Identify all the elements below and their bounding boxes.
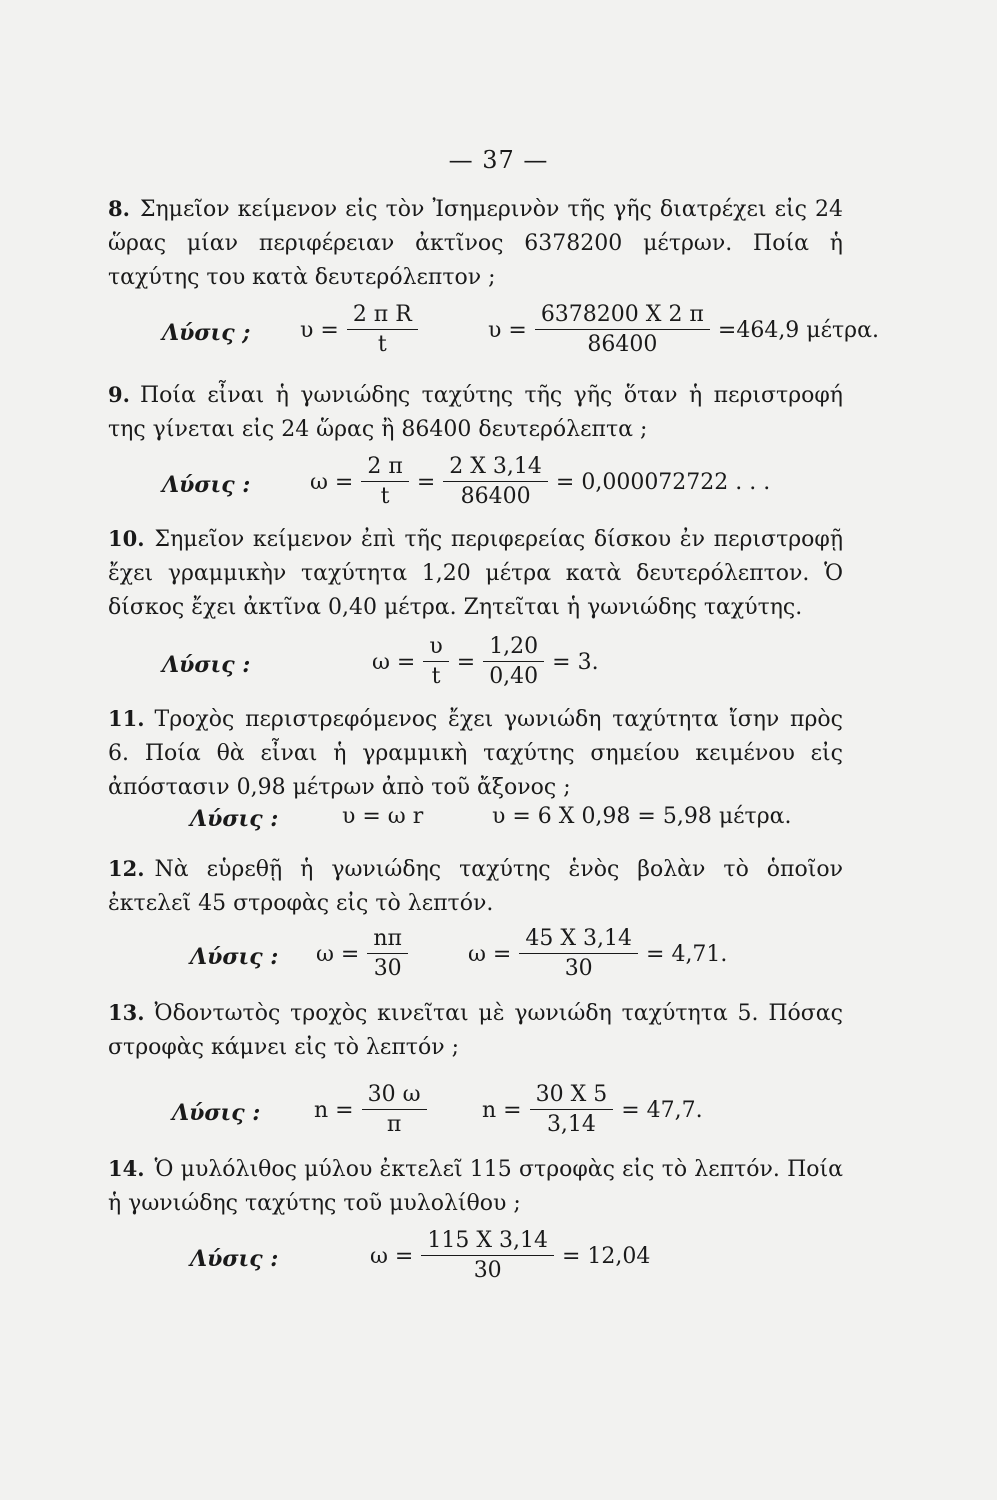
problem-text: Ὁ μυλόλιθος μύλου ἐκτελεῖ 115 στροφὰς εἰς τὸ λεπτόν. Ποία ἡ γωνιώδης ταχύτης τοῦ μυλολίθου ; <box>108 1157 843 1216</box>
formula-general: n = $\frac{30 \omega}{\pi}$ <box>314 1082 435 1139</box>
solution-label: Λύσις : <box>162 472 251 498</box>
formula-general: ω = $\frac{2 \pi}{t}$ = $\frac{2 X 3,14}{86400}$ = 0,000072722 . . . <box>310 454 771 509</box>
problem-8 <box>108 192 843 295</box>
solution-9 <box>0 452 997 522</box>
formula-general: υ = ω r <box>342 804 424 829</box>
fraction: $\frac{30 X 5}{3,14}$ <box>530 1082 614 1139</box>
page-number: — 37 — <box>448 146 549 174</box>
fraction: $\frac{n\pi}{30}$ <box>367 926 408 983</box>
fraction: $\frac{45 X 3,14}{30}$ <box>519 926 638 983</box>
formula-numeric: ω = $\frac{45 X 3,14}{30}$ = 4,71. <box>468 926 728 981</box>
formula-general: ω = $\frac{n\pi}{30}$ <box>316 926 416 983</box>
problem-text: Ὀδοντωτὸς τροχὸς κινεῖται μὲ γωνιώδη ταχύτητα 5. Πόσας στροφὰς κάμνει εἰς τὸ λεπτόν ; <box>108 1001 843 1060</box>
result: = 47,7. <box>621 1097 703 1123</box>
fraction: $\frac{30 \omega}{\pi}$ <box>362 1082 427 1139</box>
problem-number: 14. <box>108 1156 145 1181</box>
fraction: $\frac{6378200 X 2 \pi}{86400}$ <box>535 302 710 359</box>
formula-numeric: ω = $\frac{115 X 3,14}{30}$ = 12,04 <box>370 1228 651 1283</box>
solution-label: Λύσις ; <box>162 320 251 346</box>
problem-text: Σημεῖον κείμενον ἐπὶ τῆς περιφερείας δίσκου ἐν περιστροφῇ ἔχει γραμμικὴν ταχύτητα 1,20 μέτρα κατὰ δευτερόλεπτον. Ὁ δίσκος ἔχει ἀκτῖνα 0,40 μέτρα. Ζητεῖται ἡ γωνιώδης ταχύτης. <box>108 527 843 620</box>
formula-numeric <box>492 802 791 832</box>
problem-9 <box>108 378 843 447</box>
solution-12 <box>0 924 997 994</box>
problem-number: 8. <box>108 196 130 221</box>
problem-13 <box>108 996 843 1065</box>
solution-13 <box>0 1080 997 1150</box>
solution-label: Λύσις : <box>190 806 279 832</box>
result: = 0,000072722 . . . <box>555 469 771 495</box>
problem-number: 11. <box>108 706 145 731</box>
problem-number: 9. <box>108 382 130 407</box>
fraction: $\frac{\upsilon}{t}$ <box>423 634 448 691</box>
solution-10 <box>0 632 997 702</box>
problem-number: 12. <box>108 856 145 881</box>
fraction: $\frac{2 \pi}{t}$ <box>361 454 408 511</box>
problem-11 <box>108 702 843 805</box>
problem-text: Νὰ εὑρεθῇ ἡ γωνιώδης ταχύτης ἑνὸς βολὰν τὸ ὁποῖον ἐκτελεῖ 45 στροφὰς εἰς τὸ λεπτόν. <box>108 857 843 916</box>
result: =464,9 μέτρα. <box>717 317 879 343</box>
fraction: $\frac{115 X 3,14}{30}$ <box>421 1228 554 1285</box>
solution-label: Λύσις : <box>190 944 279 970</box>
problem-number: 10. <box>108 526 145 551</box>
problem-number: 13. <box>108 1000 145 1025</box>
solution-8 <box>0 300 997 370</box>
result: = 12,04 <box>562 1243 651 1269</box>
fraction: $\frac{1,20}{0,40}$ <box>483 634 544 691</box>
problem-text: Ποία εἶναι ἡ γωνιώδης ταχύτης τῆς γῆς ὅταν ἡ περιστροφή της γίνεται εἰς 24 ὥρας ἢ 86400 δευτερόλεπτα ; <box>108 383 843 442</box>
fraction: $\frac{2 X 3,14}{86400}$ <box>443 454 548 511</box>
problem-text: Τροχὸς περιστρεφόμενος ἔχει γωνιώδη ταχύτητα ἴσην πρὸς 6. Ποία θὰ εἶναι ἡ γραμμικὴ ταχύτης σημείου κειμένου εἰς ἀπόστασιν 0,98 μέτρων ἀπὸ τοῦ ἄξονος ; <box>108 707 843 800</box>
problem-14 <box>108 1152 843 1221</box>
problem-10 <box>108 522 843 625</box>
formula-general: ω = $\frac{\upsilon}{t}$ = $\frac{1,20}{0,40}$ = 3. <box>372 634 599 689</box>
problem-12 <box>108 852 843 921</box>
solution-label: Λύσις : <box>172 1100 261 1126</box>
result: = 3. <box>552 649 599 675</box>
formula-numeric: υ = $\frac{6378200 X 2 \pi}{86400}$ =464,9 μέτρα. <box>488 302 879 357</box>
result: = 4,71. <box>646 941 728 967</box>
solution-label: Λύσις : <box>190 1246 279 1272</box>
solution-label: Λύσις : <box>162 652 251 678</box>
solution-14 <box>0 1226 997 1296</box>
problem-text: Σημεῖον κείμενον εἰς τὸν Ἰσημερινὸν τῆς γῆς διατρέχει εἰς 24 ὥρας μίαν περιφέρειαν ἀκτῖνος 6378200 μέτρων. Ποία ἡ ταχύτης του κατὰ δευτερόλεπτον ; <box>108 197 843 290</box>
result: υ = 6 X 0,98 = 5,98 μέτρα. <box>492 804 792 829</box>
fraction: $\frac{\text{2 π R}}{t}$ <box>347 302 418 359</box>
formula-general: υ = $\frac{\text{2 π R}}{t}$ <box>300 302 426 359</box>
formula-numeric: n = $\frac{30 X 5}{3,14}$ = 47,7. <box>482 1082 703 1137</box>
